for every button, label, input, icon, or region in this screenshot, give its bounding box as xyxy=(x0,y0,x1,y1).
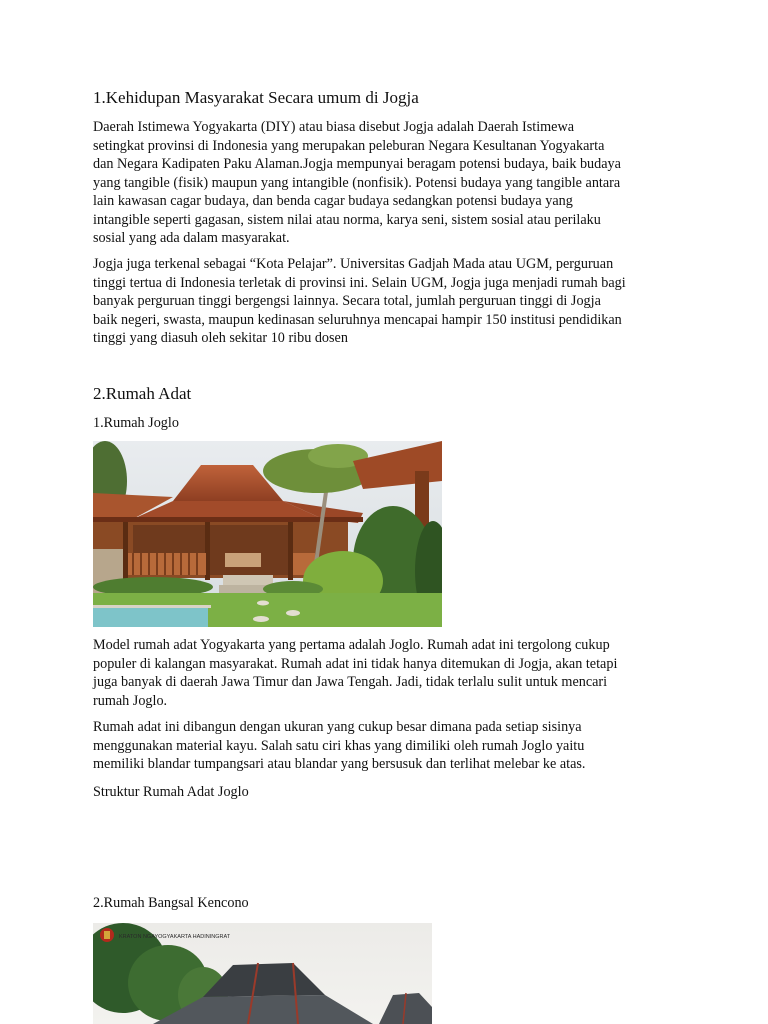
text-line: intangible seperti gagasan, sistem nilai atau norma, karya seni, sistem sosial atau perilaku xyxy=(93,211,601,228)
paragraph-kota-pelajar xyxy=(93,255,683,348)
paragraph-diy-intro xyxy=(93,118,683,248)
text-line: Daerah Istimewa Yogyakarta (DIY) atau biasa disebut Jogja adalah Daerah Istimewa xyxy=(93,119,575,135)
text-line: tinggi yang diasuh oleh sekitar 10 ribu dosen xyxy=(93,330,348,346)
text-line: yang tangible (fisik) maupun yang intangible (nonfisik). Potensi budaya yang tangible antara xyxy=(93,174,621,191)
text-line: Model rumah adat Yogyakarta yang pertama adalah Joglo. Rumah adat ini tergolong cukup xyxy=(93,637,610,653)
text-line: setingkat provinsi di Indonesia yang merupakan peleburan Negara Kesultanan Yogyakarta xyxy=(93,137,605,154)
text-line: Jogja juga terkenal sebagai “Kota Pelajar”. Universitas Gadjah Mada atau UGM, perguruan xyxy=(93,256,614,272)
text-line: rumah Joglo. xyxy=(93,692,168,709)
text-line: dan Negara Kadipaten Paku Alaman.Jogja mempunyai beragam potensi budaya, baik budaya xyxy=(93,156,621,172)
text-line: menggunakan material kayu. Salah satu ciri khas yang dimiliki oleh rumah Joglo yaitu xyxy=(93,737,585,754)
text-line: tinggi tertua di Indonesia terletak di provinsi ini. Selain UGM, Jogja juga menjadi rumah bagi xyxy=(93,274,626,291)
text-line: baik negeri, swasta, maupun kedinasan seluruhnya mencapai hampir 150 institusi pendidikan xyxy=(93,311,622,328)
text-line: Rumah adat ini dibangun dengan ukuran yang cukup besar dimana pada setiap sisinya xyxy=(93,719,582,735)
text-line: sosial yang ada dalam masyarakat. xyxy=(93,230,290,246)
text-line: memiliki blandar tumpangsari atau blandar yang bersusuk dan terlihat melebar ke atas. xyxy=(93,756,586,772)
label-struktur-joglo: Struktur Rumah Adat Joglo xyxy=(93,784,249,800)
subheading-bangsal-kencono: 2.Rumah Bangsal Kencono xyxy=(93,895,249,911)
paragraph-joglo-material xyxy=(93,718,683,774)
paragraph-joglo-intro xyxy=(93,636,683,710)
section-heading-rumah-adat: 2.Rumah Adat xyxy=(93,384,192,403)
bangsal-kencono-photo xyxy=(93,923,432,1024)
watermark-text: KRATON NGAYOGYAKARTA HADININGRAT xyxy=(119,934,231,940)
subheading-rumah-joglo: 1.Rumah Joglo xyxy=(93,415,179,431)
text-line: banyak perguruan tinggi bergengsi lainnya. Secara total, jumlah perguruan tinggi di Jogja xyxy=(93,293,601,309)
text-line: populer di kalangan masyarakat. Rumah adat ini tidak hanya ditemukan di Jogja, akan tetapi xyxy=(93,655,618,672)
joglo-house-photo xyxy=(93,441,442,627)
text-line: juga banyak di daerah Jawa Timur dan Jawa Tengah. Jadi, tidak terlalu sulit untuk mencari xyxy=(93,674,608,690)
section-heading-kehidupan: 1.Kehidupan Masyarakat Secara umum di Jogja xyxy=(93,88,419,107)
text-line: lain kawasan cagar budaya, dan benda cagar budaya sedangkan potensi budaya yang xyxy=(93,193,573,209)
